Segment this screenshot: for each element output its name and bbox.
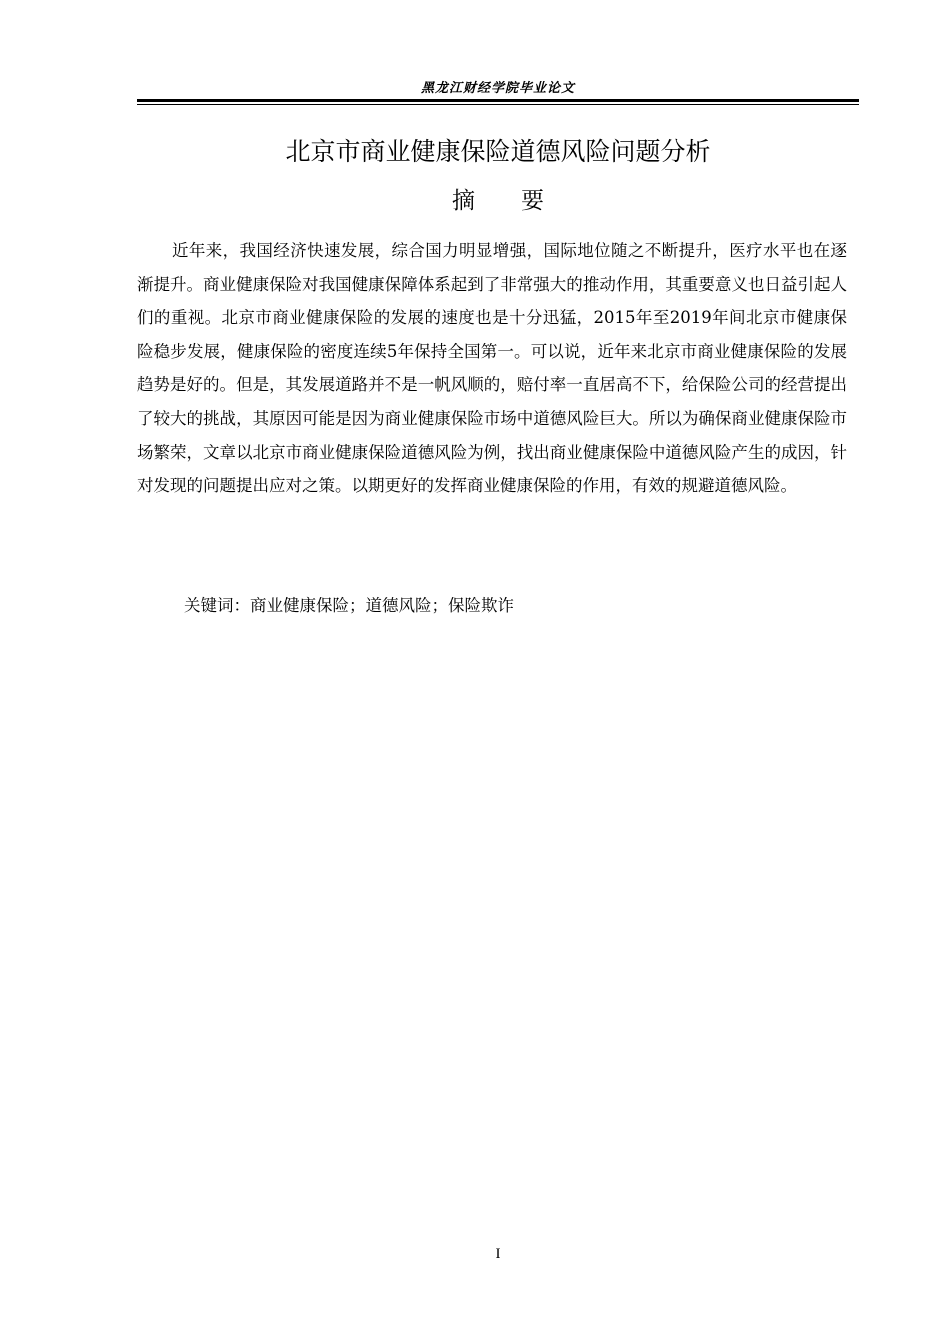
page-number: I: [495, 1246, 501, 1262]
document-title: 北京市商业健康保险道德风险问题分析: [285, 137, 711, 166]
abstract-body: 近年来，我国经济快速发展，综合国力明显增强，国际地位随之不断提升，医疗水平也在逐渐提升。商业健康保险对我国健康保障体系起到了非常强大的推动作用，其重要意义也日益引起人们的重视。北京市商业健康保险的发展的速度也是十分迅猛，2015年至2019年间北京市健康保险稳步发展，健康保险的密度连续5年保持全国第一。可以说，近年来北京市商业健康保险的发展趋势是好的。但是，其发展道路并不是一帆风顺的，赔付率一直居高不下，给保险公司的经营提出了较大的挑战，其原因可能是因为商业健康保险市场中道德风险巨大。所以为确保商业健康保险市场繁荣，文章以北京市商业健康保险道德风险为例，找出商业健康保险中道德风险产生的成因，针对发现的问题提出应对之策。以期更好的发挥商业健康保险的作用，有效的规避道德风险。: [137, 241, 847, 496]
keywords-label: 关键词：: [184, 596, 250, 615]
keywords-value: 商业健康保险；道德风险；保险欺诈: [250, 596, 514, 615]
keywords-line: [184, 592, 514, 620]
header-rule-thick: [137, 99, 859, 102]
abstract-heading: 摘要: [452, 188, 590, 214]
running-header: 黑龙江财经学院毕业论文: [420, 81, 575, 96]
header-rule-thin: [137, 104, 859, 105]
